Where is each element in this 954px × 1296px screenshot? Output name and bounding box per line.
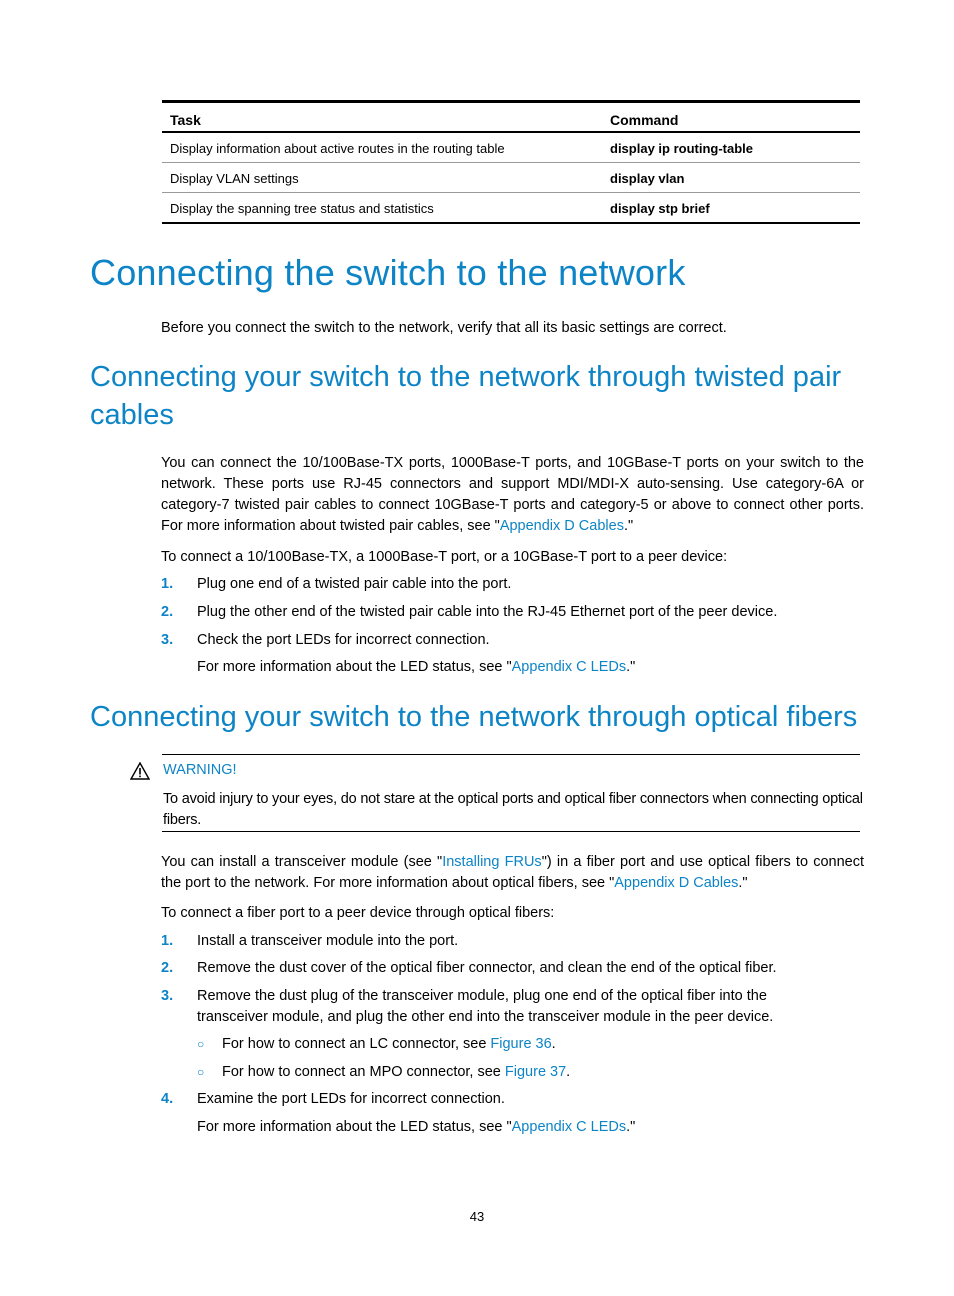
step-text: Plug one end of a twisted pair cable into the port.: [197, 576, 512, 592]
page-number: 43: [469, 1209, 485, 1224]
table-row: [162, 163, 860, 193]
figure-36-link[interactable]: Figure 36: [490, 1036, 552, 1052]
twisted-pair-paragraph: [161, 453, 864, 537]
paragraph-text: You can install a transceiver module (see ": [161, 854, 443, 870]
step-number: 1.: [161, 933, 174, 949]
section1-intro: Before you connect the switch to the network, verify that all its basic settings are correct.: [161, 320, 727, 336]
warning-top-rule: [162, 754, 860, 755]
paragraph-text: ") in a fiber port and use optical fibers to connect the port to the network. For more information about optical fibers, see ": [161, 854, 865, 891]
paragraph-text: .": [738, 875, 748, 891]
section-title-twisted-pair: [90, 358, 870, 434]
warning-bottom-rule: [162, 831, 860, 832]
led-status-note: [197, 657, 635, 678]
task-cell: Display the spanning tree status and statistics: [170, 200, 434, 216]
circle-bullet-icon: ○: [197, 1037, 205, 1051]
step-number: 4.: [161, 1091, 174, 1107]
note-text: For more information about the LED status, see ": [197, 659, 512, 675]
step-number: 3.: [161, 632, 174, 648]
sub-item-label: .: [551, 1036, 556, 1052]
step-text: Examine the port LEDs for incorrect connection.: [197, 1091, 505, 1107]
step-number: 3.: [161, 988, 174, 1004]
title-line-2: cables: [90, 399, 174, 431]
section-title-connecting-switch: Connecting the switch to the network: [90, 252, 686, 293]
header-command: Command: [602, 102, 860, 133]
command-cell: display vlan: [602, 163, 860, 193]
optical-fiber-paragraph: [161, 852, 864, 894]
optical-fiber-lead: To connect a fiber port to a peer device through optical fibers:: [161, 905, 555, 921]
sub-item-text: [222, 1062, 570, 1083]
sub-item-label: For how to connect an MPO connector, see: [222, 1064, 505, 1080]
sub-item-label: .: [566, 1064, 571, 1080]
note-text: .": [626, 1119, 636, 1135]
title-line-1: Connecting your switch to the network through twisted pair: [90, 361, 842, 393]
warning-text: To avoid injury to your eyes, do not stare at the optical ports and optical fiber connectors when connecting optical fibers.: [163, 791, 863, 828]
twisted-pair-lead: To connect a 10/100Base-TX, a 1000Base-T port, or a 10GBase-T port to a peer device:: [161, 549, 728, 565]
warning-triangle-icon: [130, 762, 150, 780]
table-header-row: [162, 102, 860, 133]
led-status-note: [197, 1117, 635, 1138]
task-cell: Display information about active routes in the routing table: [162, 132, 602, 163]
warning-label: WARNING!: [163, 762, 237, 778]
step-text: Install a transceiver module into the port.: [197, 933, 459, 949]
step-number: 2.: [161, 604, 174, 620]
step-text: Remove the dust plug of the transceiver module, plug one end of the optical fiber into the transceiver module, and plug the other end into the transceiver module in the peer device.: [197, 988, 774, 1025]
appendix-c-leds-link[interactable]: Appendix C LEDs: [511, 659, 627, 675]
task-cell: Display VLAN settings: [162, 163, 602, 193]
appendix-d-cables-link[interactable]: Appendix D Cables: [499, 518, 624, 534]
note-text: .": [626, 659, 636, 675]
sub-item-label: For how to connect an LC connector, see: [222, 1036, 491, 1052]
header-task: Task: [162, 102, 602, 133]
step-text: Check the port LEDs for incorrect connection.: [197, 632, 490, 648]
table-row: [162, 193, 860, 224]
step-text: Plug the other end of the twisted pair cable into the RJ-45 Ethernet port of the peer device.: [197, 604, 778, 620]
step-number: 2.: [161, 960, 174, 976]
figure-37-link[interactable]: Figure 37: [504, 1064, 567, 1080]
command-cell: display ip routing-table: [602, 132, 860, 163]
appendix-d-cables-link[interactable]: Appendix D Cables: [614, 875, 739, 891]
step-text: Remove the dust cover of the optical fiber connector, and clean the end of the optical fiber.: [197, 960, 777, 976]
command-table: [162, 100, 860, 224]
paragraph-text: .": [623, 518, 634, 534]
paragraph-text: You can connect the 10/100Base-TX ports, 1000Base-T ports, and 10GBase-T ports on your switch to the network. These ports use RJ-45 connectors and support MDI/MDI-X auto-sensing. Use category-6A or category-7 twisted pair cables to connect 10GBase-T ports and category-5 or above to connect other ports. For more information about twisted pair cables, see ": [161, 455, 864, 534]
installing-frus-link[interactable]: Installing FRUs: [442, 854, 542, 870]
table-row: [162, 132, 860, 163]
circle-bullet-icon: ○: [197, 1065, 205, 1079]
command-cell: display stp brief: [610, 200, 710, 216]
sub-item-text: [222, 1034, 556, 1055]
step-number: 1.: [161, 576, 174, 592]
appendix-c-leds-link[interactable]: Appendix C LEDs: [511, 1119, 627, 1135]
note-text: For more information about the LED status, see ": [197, 1119, 512, 1135]
section-title-optical-fibers: Connecting your switch to the network through optical fibers: [90, 701, 858, 733]
